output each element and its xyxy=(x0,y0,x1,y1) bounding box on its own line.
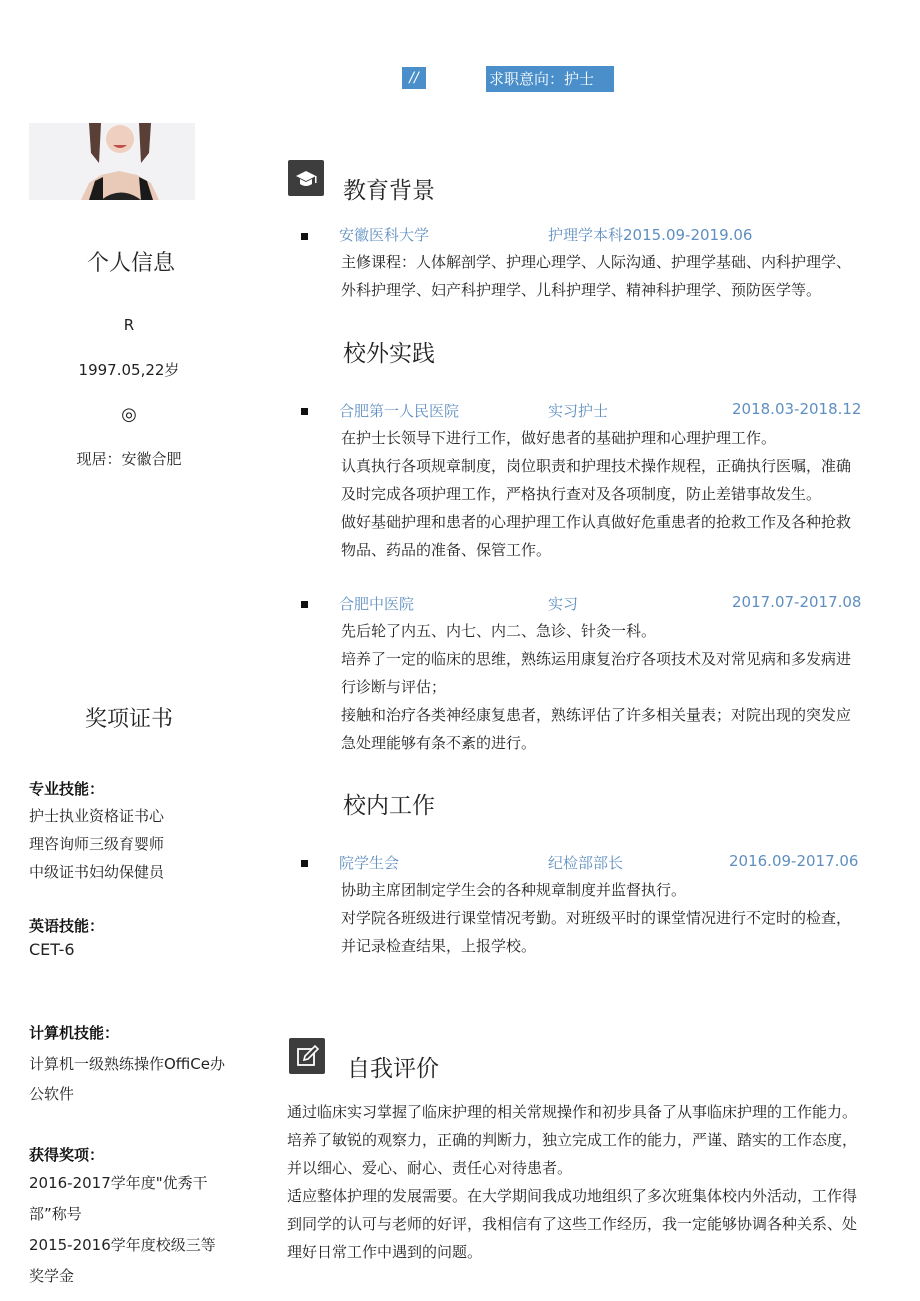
honors-line: 部”称号 xyxy=(29,1205,82,1223)
practice-line: 行诊断与评估； xyxy=(341,678,447,696)
contact-symbol: ◎ xyxy=(121,404,137,425)
name: R xyxy=(123,316,135,334)
practice-line: 在护士长领导下进行工作，做好患者的基础护理和心理护理工作。 xyxy=(341,429,777,447)
header-mark: // xyxy=(402,67,426,89)
honors-list xyxy=(29,1168,239,1292)
honors-line: 2015-2016学年度校级三等 xyxy=(29,1236,216,1254)
pro-skills-label: 专业技能： xyxy=(29,780,105,798)
education-heading: 教育背景 xyxy=(343,178,435,204)
residence: 现居：安徽合肥 xyxy=(76,450,182,468)
campus-period: 2016.09-2017.06 xyxy=(729,852,859,870)
self-eval-line: 培养了敏锐的观察力，正确的判断力，独立完成工作的能力，严谨、踏实的工作态度， xyxy=(287,1131,858,1149)
practice-role: 实习 xyxy=(548,595,579,613)
education-line: 外科护理学、妇产科护理学、儿科护理学、精神科护理学、预防医学等。 xyxy=(341,281,822,299)
english-skills-value: CET-6 xyxy=(29,940,75,959)
campus-role: 纪检部部长 xyxy=(548,854,624,872)
practice-line: 急处理能够有条不紊的进行。 xyxy=(341,734,537,752)
practice-body xyxy=(341,617,881,757)
practice-line: 接触和治疗各类神经康复患者，熟练评估了许多相关量表；对院出现的突发应 xyxy=(341,706,852,724)
practice-role: 实习护士 xyxy=(548,402,609,420)
practice-heading: 校外实践 xyxy=(343,341,435,367)
profile-photo xyxy=(29,123,195,200)
bullet-icon xyxy=(301,601,308,608)
job-objective: 求职意向：护士 xyxy=(486,66,614,92)
self-eval-body xyxy=(287,1098,887,1266)
honors-line: 奖学金 xyxy=(29,1267,75,1285)
computer-skills-label: 计算机技能： xyxy=(29,1024,120,1042)
personal-info-heading: 个人信息 xyxy=(87,251,176,276)
honors-line: 2016-2017学年度"优秀干 xyxy=(29,1174,208,1192)
honors-label: 获得奖项： xyxy=(29,1146,105,1164)
pro-skills-list xyxy=(29,802,239,886)
self-eval-heading: 自我评价 xyxy=(347,1056,439,1082)
bullet-icon xyxy=(301,860,308,867)
practice-line: 认真执行各项规章制度，岗位职责和护理技术操作规程，正确执行医嘱，准确 xyxy=(341,457,852,475)
birth-age: 1997.05,22岁 xyxy=(78,361,180,379)
practice-line: 及时完成各项护理工作，严格执行查对及各项制度，防止差错事故发生。 xyxy=(341,485,822,503)
computer-skills-line: 计算机一级熟练操作OffiCe办 xyxy=(29,1055,226,1073)
practice-period: 2018.03-2018.12 xyxy=(732,400,862,418)
education-school: 安徽医科大学 xyxy=(339,226,430,244)
computer-skills-line: 公软件 xyxy=(29,1085,75,1103)
practice-line: 做好基础护理和患者的心理护理工作认真做好危重患者的抢救工作及各种抢救 xyxy=(341,513,852,531)
practice-line: 物品、药品的准备、保管工作。 xyxy=(341,541,552,559)
awards-heading: 奖项证书 xyxy=(85,707,174,732)
practice-org: 合肥中医院 xyxy=(339,595,415,613)
pro-skills-line: 理咨询师三级育婴师 xyxy=(29,835,165,853)
education-degree-period: 护理学本科2015.09-2019.06 xyxy=(548,226,753,244)
graduation-cap-icon xyxy=(288,160,324,196)
english-skills-label: 英语技能： xyxy=(29,917,105,935)
self-eval-line: 适应整体护理的发展需要。在大学期间我成功地组织了多次班集体校内外活动，工作得 xyxy=(287,1187,858,1205)
campus-body xyxy=(341,876,881,960)
campus-line: 并记录检查结果，上报学校。 xyxy=(341,937,537,955)
campus-heading: 校内工作 xyxy=(343,793,435,819)
practice-body xyxy=(341,424,881,564)
self-eval-line: 到同学的认可与老师的好评，我相信有了这些工作经历，我一定能够协调各种关系、处 xyxy=(287,1215,858,1233)
education-line: 主修课程：人体解剖学、护理心理学、人际沟通、护理学基础、内科护理学、 xyxy=(341,253,852,271)
campus-line: 对学院各班级进行课堂情况考勤。对班级平时的课堂情况进行不定时的检查， xyxy=(341,909,852,927)
campus-line: 协助主席团制定学生会的各种规章制度并监督执行。 xyxy=(341,881,687,899)
bullet-icon xyxy=(301,408,308,415)
pro-skills-line: 护士执业资格证书心 xyxy=(29,807,165,825)
practice-line: 培养了一定的临床的思维，熟练运用康复治疗各项技术及对常见病和多发病进 xyxy=(341,650,852,668)
practice-org: 合肥第一人民医院 xyxy=(339,402,460,420)
pro-skills-line: 中级证书妇幼保健员 xyxy=(29,863,165,881)
education-body xyxy=(341,248,881,304)
practice-line: 先后轮了内五、内七、内二、急诊、针灸一科。 xyxy=(341,622,657,640)
practice-period: 2017.07-2017.08 xyxy=(732,593,862,611)
self-eval-line: 通过临床实习掌握了临床护理的相关常规操作和初步具备了从事临床护理的工作能力。 xyxy=(287,1103,858,1121)
self-eval-line: 理好日常工作中遇到的问题。 xyxy=(287,1243,483,1261)
edit-icon xyxy=(289,1038,325,1074)
bullet-icon xyxy=(301,233,308,240)
campus-org: 院学生会 xyxy=(339,854,400,872)
self-eval-line: 并以细心、爱心、耐心、责任心对待患者。 xyxy=(287,1159,573,1177)
computer-skills-list xyxy=(29,1049,239,1109)
